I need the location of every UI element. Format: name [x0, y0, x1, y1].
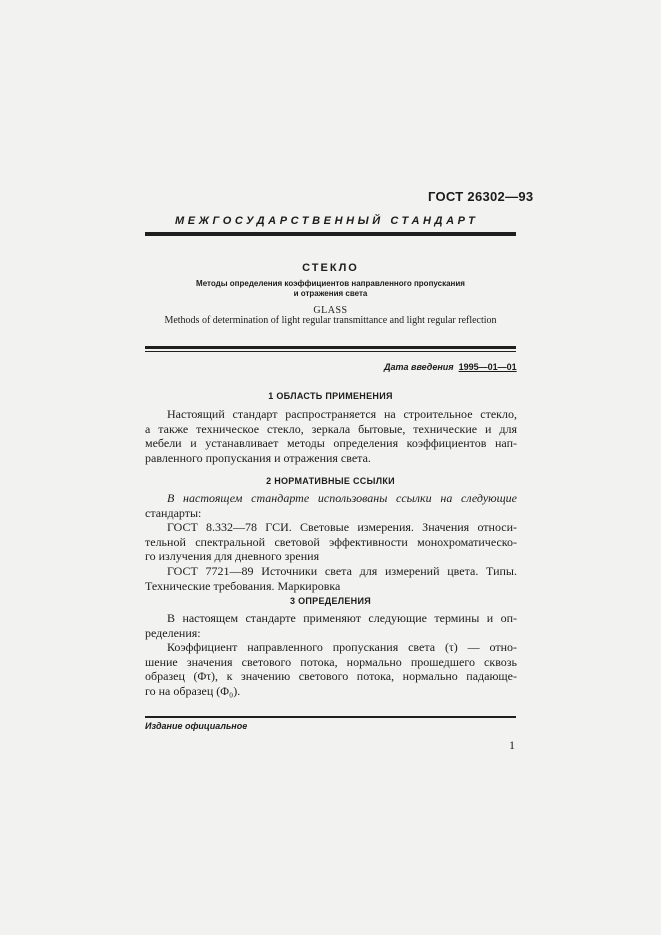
section2-body: [145, 491, 517, 593]
section3-line: шение значения светового потока, нормально прошедшего сквозь: [145, 654, 517, 669]
section1-line: мебели и устанавливает методы определения коэффициентов нап-: [145, 436, 517, 451]
subtitle-en: Methods of determination of light regular transmittance and light regular reflection: [164, 315, 497, 326]
section3-line: го на образец (Φ₀).: [145, 683, 241, 698]
section2-line: ГОСТ 8.332—78 ГСИ. Световые измерения. Значения относи-: [167, 520, 517, 535]
section1-line: Настоящий стандарт распространяется на строительное стекло,: [167, 407, 517, 421]
section1-line: а также техническое стекло, зеркала бытовые, технические и для: [145, 421, 517, 436]
header-thick-rule: [145, 232, 516, 236]
introduction-date: [384, 362, 517, 372]
title-ru: СТЕКЛО: [302, 262, 359, 274]
official-edition-note: Издание официальное: [145, 721, 248, 731]
section2-line: В настоящем стандарте использованы ссылки на следующие: [167, 491, 517, 505]
section2-heading: 2 НОРМАТИВНЫЕ ССЫЛКИ: [266, 476, 395, 486]
section2-line: тельной спектральной световой эффективности монохроматическо-: [145, 534, 517, 549]
section3-heading: 3 ОПРЕДЕЛЕНИЯ: [289, 596, 372, 606]
title-thin-rule: [145, 351, 516, 352]
subtitle-ru-line-1: Методы определения коэффициентов направленного пропускания: [196, 279, 465, 288]
page-number: 1: [509, 738, 515, 752]
section2-line: Технические требования. Маркировка: [145, 578, 341, 593]
standard-type: МЕЖГОСУДАРСТВЕННЫЙ СТАНДАРТ: [175, 215, 479, 227]
section2-line: стандарты:: [145, 505, 202, 520]
footer-rule: [145, 716, 516, 718]
subtitle-ru-line-2: и отражения света: [293, 289, 368, 298]
section3-body: [145, 611, 517, 699]
date-label: Дата введения: [384, 362, 454, 372]
section3-line: В настоящем стандарте применяют следующие термины и оп-: [167, 611, 517, 625]
section2-line: ГОСТ 7721—89 Источники света для измерений цвета. Типы.: [167, 563, 517, 578]
title-en: GLASS: [313, 305, 348, 316]
section3-line: Коэффициент направленного пропускания света (τ) — отно-: [167, 640, 517, 655]
date-value: 1995—01—01: [458, 362, 517, 372]
section1-line: равленного пропускания и отражения света.: [145, 450, 371, 465]
section2-line: го излучения для дневного зрения: [145, 549, 320, 564]
section3-line: ределения:: [145, 625, 201, 640]
gost-number: ГОСТ 26302—93: [428, 189, 534, 204]
section1-heading: 1 ОБЛАСТЬ ПРИМЕНЕНИЯ: [268, 391, 393, 401]
section3-line: образец (Φτ), к значению светового потока, нормально падающе-: [145, 669, 517, 684]
section1-body: [145, 407, 517, 465]
subtitle-ru: [145, 279, 516, 299]
title-thick-rule: [145, 346, 516, 349]
